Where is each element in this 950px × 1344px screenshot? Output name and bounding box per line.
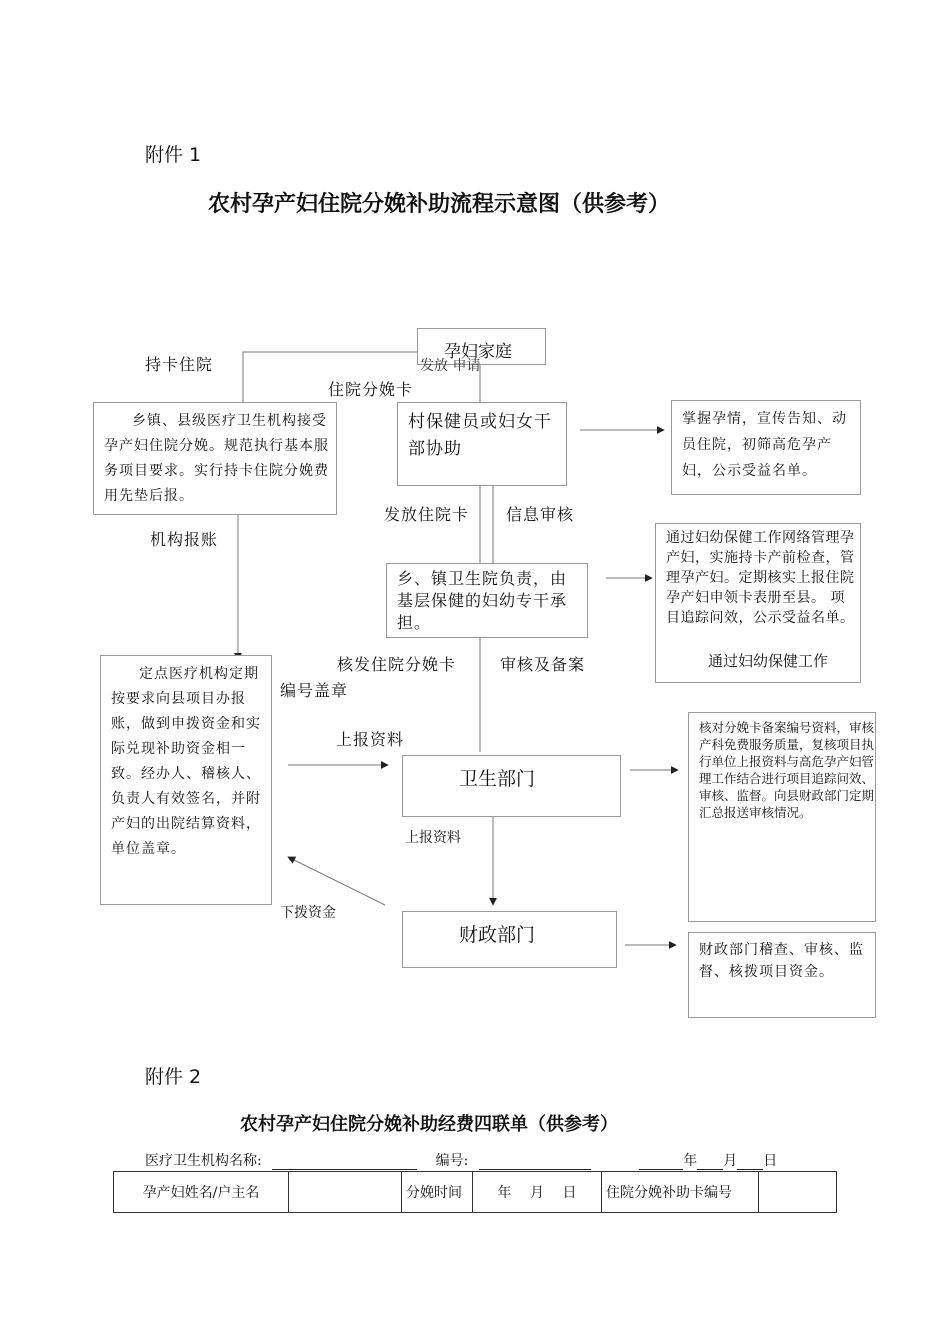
year-field[interactable]: [639, 1155, 683, 1170]
label-allocate: 下拨资金: [280, 905, 336, 921]
cell-card-number-value[interactable]: [759, 1172, 837, 1213]
label-issue-apply: 发放 申请: [420, 358, 481, 374]
note-village: 掌握孕情，宣传告知、动员住院，初筛高危孕产妇，公示受益名单。: [671, 400, 861, 495]
day-field[interactable]: [737, 1155, 763, 1170]
node-health-department: 卫生部门: [402, 755, 621, 817]
label-approve-card: 核发住院分娩卡: [337, 655, 457, 674]
cell-delivery-time-label: 分娩时间: [402, 1172, 473, 1213]
cell-card-number-label: 住院分娩补助卡编号: [602, 1172, 759, 1213]
form-title: 农村孕产妇住院分娩补助经费四联单（供参考）: [240, 1114, 618, 1135]
label-report-1: 上报资料: [336, 730, 405, 749]
label-delivery-card: 住院分娩卡: [328, 380, 414, 399]
attachment2-label: 附件 2: [145, 1066, 202, 1088]
node-township-hospital: 乡、镇卫生院负责，由基层保健的妇幼专干承担。: [386, 563, 588, 638]
month-field[interactable]: [697, 1155, 723, 1170]
day-label: 日: [763, 1153, 778, 1169]
number-label: 编号:: [435, 1153, 469, 1169]
subsidy-form-table: [113, 1171, 837, 1213]
attachment1-label: 附件 1: [145, 144, 202, 166]
cell-name-value[interactable]: [289, 1172, 402, 1213]
node-designated-institution: 定点医疗机构定期按要求向县项目办报账，做到申拨资金和实际兑现补助资金相一致。经办人、稽核人、负责人有效签名，并附产妇的出院结算资料，单位盖章。: [100, 655, 272, 905]
node-pregnant-family: 孕妇家庭: [417, 328, 546, 365]
note-township: 通过妇幼保健工作网络管理孕产妇，实施持卡产前检查，管理孕产妇。定期核实上报住院孕产妇申领卡表册至县。 项目追踪问效，公示受益名单。 通过妇幼保健工作: [655, 523, 861, 683]
label-hold-card: 持卡住院: [145, 355, 214, 374]
cell-delivery-date[interactable]: 年 月 日: [473, 1172, 602, 1213]
note-finance: 财政部门稽查、审核、监督、核拨项目资金。: [688, 932, 876, 1018]
table-row: [114, 1172, 837, 1213]
label-info-review: 信息审核: [506, 505, 575, 524]
form-header-line: [145, 1150, 777, 1170]
label-review-record: 审核及备案: [500, 655, 586, 674]
flowchart-title: 农村孕产妇住院分娩补助流程示意图（供参考）: [208, 192, 671, 217]
label-report-2: 上报资料: [405, 830, 461, 846]
label-issue-card: 发放住院卡: [384, 505, 470, 524]
node-finance-department: 财政部门: [402, 911, 617, 968]
node-hospital: 乡镇、县级医疗卫生机构接受孕产妇住院分娩。规范执行基本服务项目要求。实行持卡住院分娩费用先垫后报。: [93, 402, 337, 515]
cell-name-label: 孕产妇姓名/户主名: [114, 1172, 289, 1213]
org-name-field[interactable]: [272, 1155, 417, 1170]
year-label: 年: [683, 1153, 698, 1169]
note-health: 核对分娩卡备案编号资料，审核产科免费服务质量，复核项目执行单位上报资料与高危孕产妇管理工作结合进行项目追踪问效、审核、监督。向县财政部门定期汇总报送审核情况。: [688, 712, 876, 922]
label-reimburse: 机构报账: [150, 530, 219, 549]
org-name-label: 医疗卫生机构名称:: [145, 1153, 262, 1169]
label-number-seal: 编号盖章: [280, 681, 349, 700]
number-field[interactable]: [479, 1155, 591, 1170]
arrow-finance-designated: [288, 857, 385, 905]
month-label: 月: [723, 1153, 738, 1169]
node-village-assist: 村保健员或妇女干部协助: [397, 402, 567, 486]
